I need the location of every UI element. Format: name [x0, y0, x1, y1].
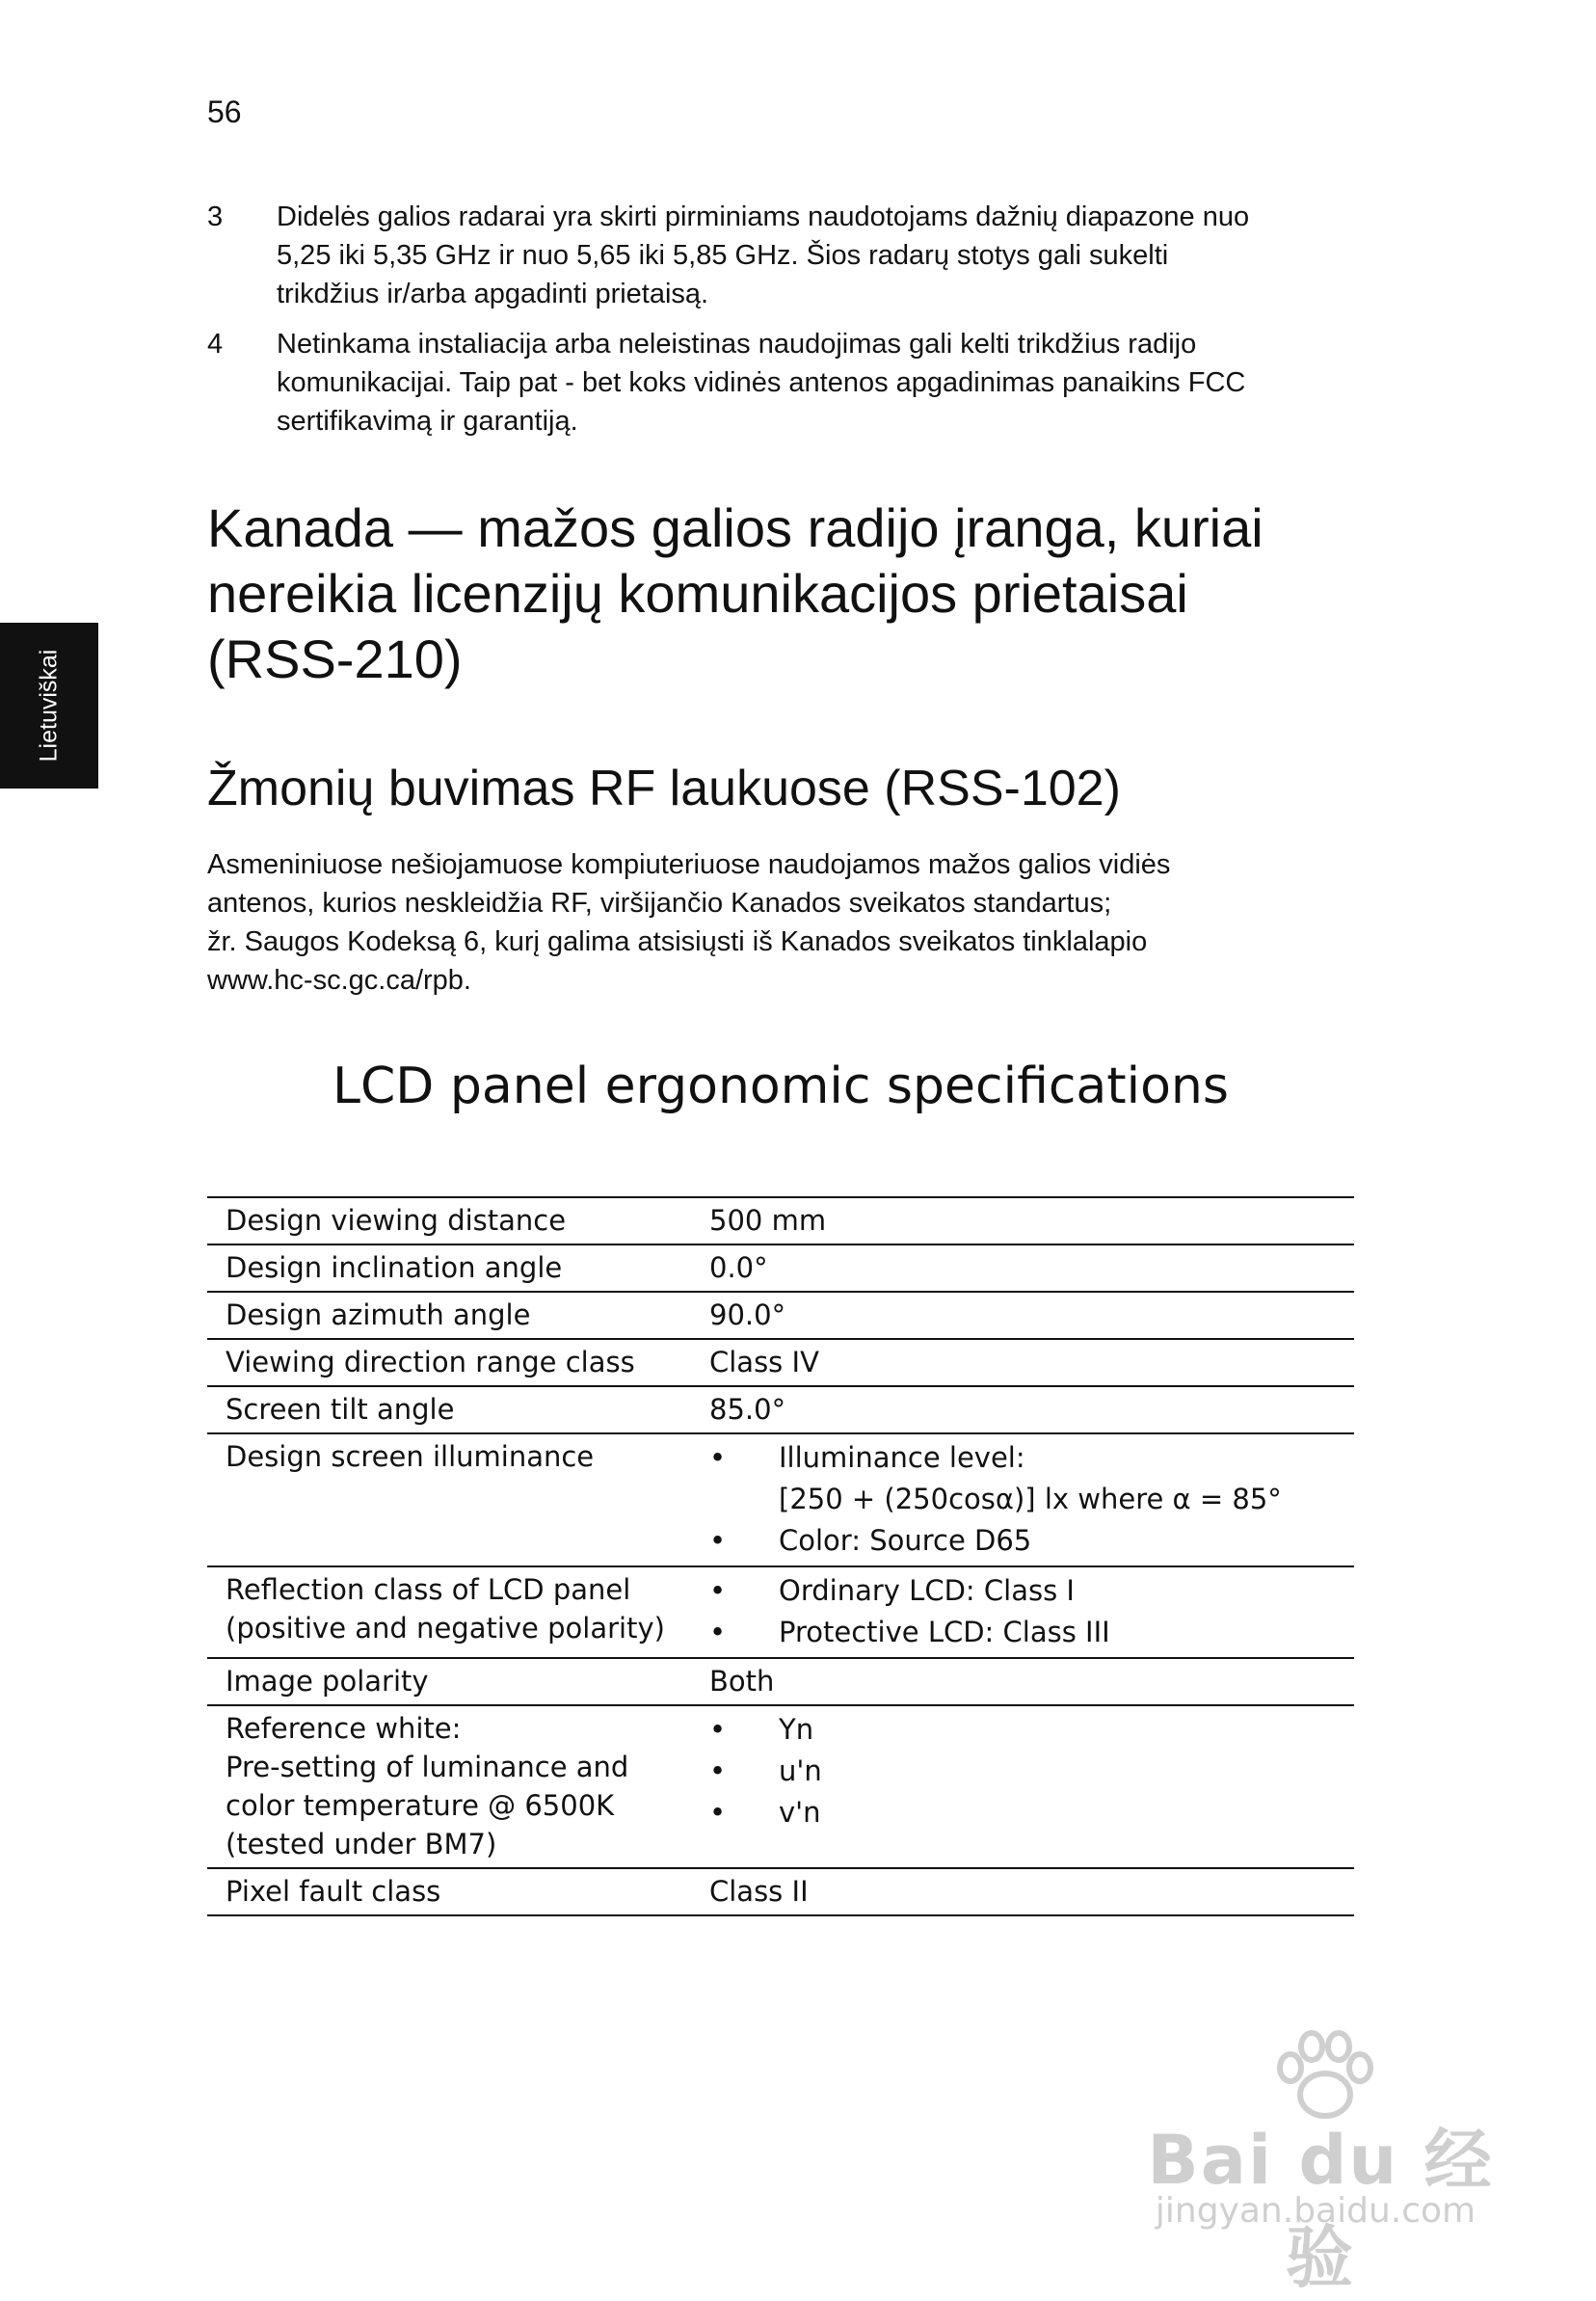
bullet-icon: • — [709, 1441, 727, 1474]
bullet-icon: • — [709, 1796, 727, 1829]
page-number: 56 — [207, 94, 242, 129]
paragraph-line: žr. Saugos Kodeksą 6, kurį galima atsisiųsti iš Kanados sveikatos tinklalapio — [207, 926, 1148, 957]
row-value: Class II — [709, 1875, 809, 1908]
table-row — [207, 1659, 1354, 1706]
row-value — [709, 1709, 1354, 1863]
rf-exposure-paragraph — [207, 845, 1364, 1000]
row-label: Screen tilt angle — [226, 1393, 455, 1426]
paragraph-line: antenos, kurios neskleidžia RF, viršijančio Kanados sveikatos standartus; — [207, 888, 1112, 919]
bullet-text: v'n — [779, 1796, 821, 1829]
row-label: Viewing direction range class — [226, 1346, 635, 1378]
row-label: Design azimuth angle — [226, 1298, 531, 1331]
bullet-icon: • — [709, 1754, 727, 1787]
table-row — [207, 1706, 1354, 1869]
bullet-text: u'n — [779, 1754, 822, 1787]
table-row — [207, 1198, 1354, 1245]
bullet-icon: • — [709, 1524, 727, 1557]
table-row — [207, 1869, 1354, 1916]
table-row — [207, 1434, 1354, 1567]
bullet-icon: • — [709, 1574, 727, 1607]
bullet-text: Ordinary LCD: Class I — [779, 1574, 1075, 1607]
row-label: Pixel fault class — [226, 1875, 441, 1908]
row-value: 0.0° — [709, 1251, 768, 1284]
row-label: Design screen illuminance — [226, 1440, 595, 1473]
bullet-text: Color: Source D65 — [779, 1524, 1032, 1557]
row-value — [709, 1437, 1354, 1562]
heading-line: nereikia licenzijų komunikacijos prietaisai — [207, 563, 1188, 624]
table-row — [207, 1567, 1354, 1659]
footnote-3 — [207, 198, 1364, 313]
footnotes-list — [207, 198, 1364, 452]
label-line: (tested under BM7) — [226, 1828, 497, 1860]
footnote-number: 3 — [207, 201, 224, 232]
row-value: 500 mm — [709, 1204, 827, 1237]
bullet-item — [709, 1437, 1354, 1479]
row-label — [207, 1709, 709, 1863]
label-line: color temperature @ 6500K — [226, 1789, 615, 1822]
paragraph-line: www.hc-sc.gc.ca/rpb. — [207, 965, 471, 996]
row-label: Image polarity — [226, 1665, 429, 1698]
bullet-text: Yn — [779, 1713, 814, 1746]
bullet-text: Protective LCD: Class III — [779, 1616, 1110, 1648]
label-line: (positive and negative polarity) — [226, 1612, 665, 1645]
bullet-icon: • — [709, 1713, 727, 1746]
section-heading-canada — [207, 495, 1373, 692]
footnote-line: Netinkama instaliacija arba neleistinas naudojimas gali kelti trikdžius radijo — [277, 329, 1197, 360]
footnote-line: trikdžius ir/arba apgadinti prietaisą. — [277, 279, 709, 309]
row-label — [207, 1570, 709, 1653]
footnote-line: sertifikavimą ir garantiją. — [277, 406, 578, 437]
table-row — [207, 1340, 1354, 1387]
label-line: Reflection class of LCD panel — [226, 1573, 631, 1606]
footnote-line: Didelės galios radarai yra skirti pirminiams naudotojams dažnių diapazone nuo — [277, 201, 1250, 232]
footnote-line: 5,25 iki 5,35 GHz ir nuo 5,65 iki 5,85 GHz. Šios radarų stotys gali sukelti — [277, 240, 1169, 271]
footnote-4 — [207, 325, 1364, 441]
lcd-spec-table — [207, 1196, 1354, 1916]
watermark-url: jingyan.baidu.com — [1155, 2191, 1476, 2231]
label-line: Reference white: — [226, 1712, 462, 1745]
row-value: Class IV — [709, 1346, 819, 1378]
table-row — [207, 1387, 1354, 1434]
bullet-subtext: [250 + (250cosα)] lx where α = 85° — [779, 1483, 1282, 1515]
row-label: Design viewing distance — [226, 1204, 567, 1237]
section-heading-rf-exposure: Žmonių buvimas RF laukuose (RSS-102) — [207, 761, 1121, 816]
table-row — [207, 1245, 1354, 1293]
baidu-watermark — [1118, 2029, 1503, 2297]
bullet-item — [709, 1751, 1354, 1792]
language-side-tab-label: Lietuviškai — [35, 649, 63, 763]
bullet-item — [709, 1612, 1354, 1653]
language-side-tab — [0, 623, 98, 789]
heading-line: (RSS-210) — [207, 629, 463, 689]
bullet-item — [709, 1570, 1354, 1612]
table-row — [207, 1293, 1354, 1340]
row-label: Design inclination angle — [226, 1251, 563, 1284]
bullet-text: Illuminance level: — [779, 1441, 1025, 1474]
heading-line: Kanada — mažos galios radijo įranga, kuriai — [207, 497, 1264, 558]
paragraph-line: Asmeniniuose nešiojamuose kompiuteriuose naudojamos mažos galios vidiės — [207, 849, 1171, 880]
row-value — [709, 1570, 1354, 1653]
bullet-item — [709, 1792, 1354, 1833]
bullet-item — [709, 1709, 1354, 1751]
footnote-line: komunikacijai. Taip pat - bet koks vidinės antenos apgadinimas panaikins FCC — [277, 367, 1246, 398]
bullet-icon: • — [709, 1616, 727, 1648]
watermark-brand: Bai du 经验 — [1147, 2121, 1494, 2297]
row-value: 90.0° — [709, 1298, 786, 1331]
label-line: Pre-setting of luminance and — [226, 1751, 629, 1783]
row-value: 85.0° — [709, 1393, 786, 1426]
row-value: Both — [709, 1665, 775, 1698]
footnote-number: 4 — [207, 329, 224, 360]
lcd-spec-heading: LCD panel ergonomic specifications — [332, 1057, 1229, 1115]
bullet-item — [709, 1520, 1354, 1562]
